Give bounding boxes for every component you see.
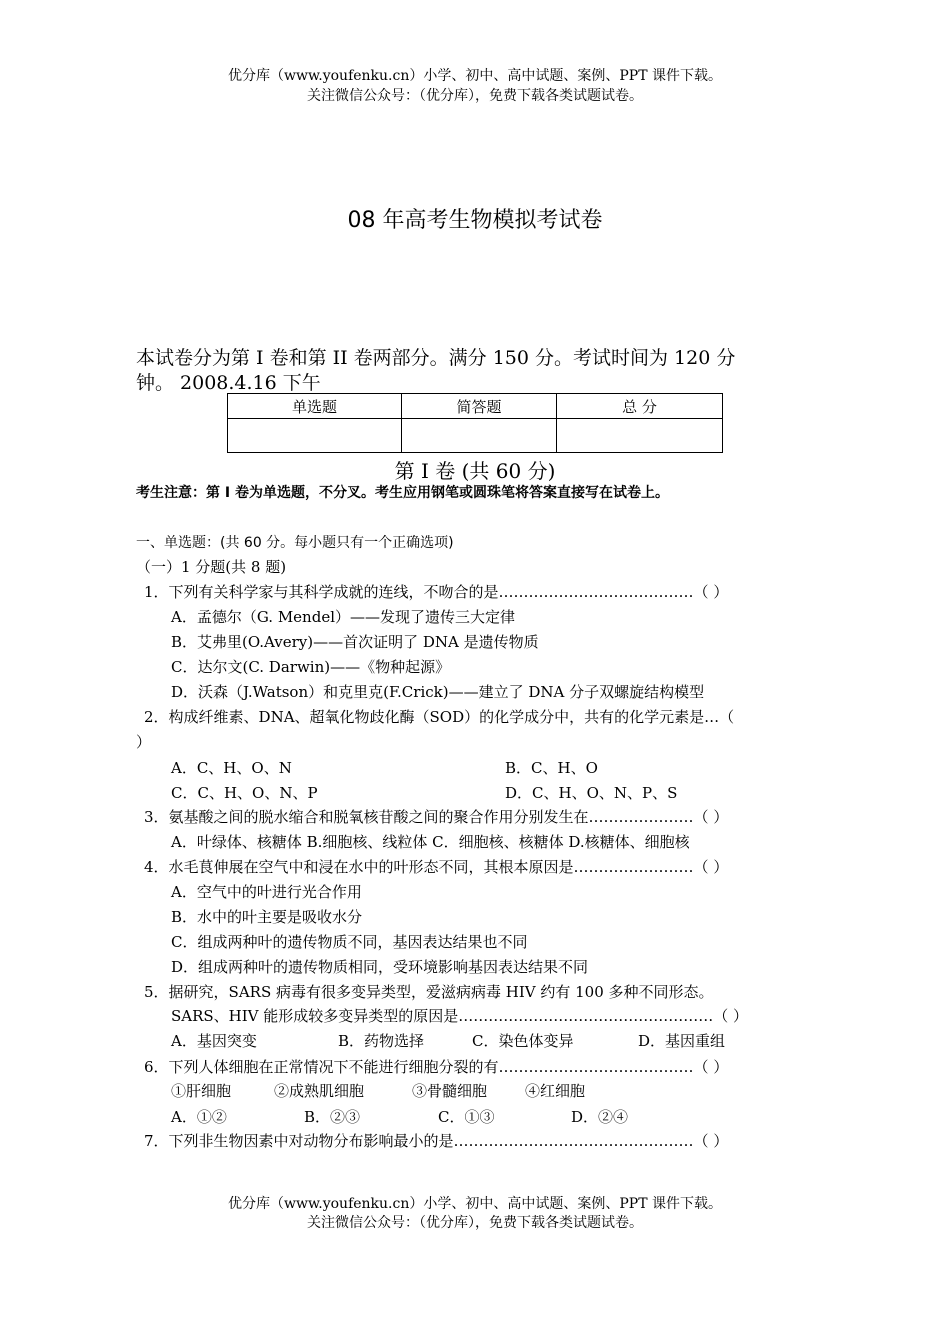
q5-option-b: B．药物选择: [338, 1032, 425, 1050]
q4-stem: 4．水毛茛伸展在空气中和浸在水中的叶形态不同，其根本原因是……………………（ ）: [144, 858, 729, 876]
score-cell-short-answer[interactable]: [402, 419, 557, 453]
q2-stem: 2．构成纤维素、DNA、超氧化物歧化酶（SOD）的化学成分中，共有的化学元素是…（: [144, 708, 735, 726]
q5-stem: 5．据研究，SARS 病毒有很多变异类型，爱滋病病毒 HIV 约有 100 多种不同形态。: [144, 983, 714, 1001]
q3-stem: 3．氨基酸之间的脱水缩合和脱氧核苷酸之间的聚合作用分别发生在…………………（ ）: [144, 808, 729, 826]
score-header-short-answer: 简答题: [402, 394, 557, 419]
q1-option-b: B．艾弗里(O.Avery)——首次证明了 DNA 是遗传物质: [171, 633, 539, 651]
q6-stem: 6．下列人体细胞在正常情况下不能进行细胞分裂的有…………………………………（ ）: [144, 1058, 729, 1076]
q4-option-c: C．组成两种叶的遗传物质不同，基因表达结果也不同: [171, 933, 528, 951]
part1-title: 第 I 卷 (共 60 分): [394, 459, 556, 483]
q2-option-b: B．C、H、O: [505, 759, 598, 777]
q6-option-d: D．②④: [571, 1108, 629, 1126]
q1-stem: 1．下列有关科学家与其科学成就的连线，不吻合的是…………………………………（ ）: [144, 583, 729, 601]
q6-item-1: ①肝细胞: [171, 1082, 232, 1100]
subsection1-title: （一）1 分题(共 8 题): [136, 558, 287, 576]
q6-option-b: B．②③: [304, 1108, 361, 1126]
q1-option-d: D．沃森（J.Watson）和克里克(F.Crick)——建立了 DNA 分子双螺旋结构模型: [171, 683, 705, 701]
site-footer-line1: 优分库（www.youfenku.cn）小学、初中、高中试题、案例、PPT 课件下载。: [227, 1196, 722, 1212]
q4-option-a: A．空气中的叶进行光合作用: [171, 883, 362, 901]
q1-option-c: C．达尔文(C. Darwin)——《物种起源》: [171, 658, 451, 676]
section1-title: 一、单选题：(共 60 分。每小题只有一个正确选项): [136, 535, 454, 551]
intro-line2: 钟。 2008.4.16 下午: [136, 372, 321, 394]
intro-line1: 本试卷分为第 I 卷和第 II 卷两部分。满分 150 分。考试时间为 120 分: [136, 347, 736, 369]
score-cell-single-choice[interactable]: [228, 419, 402, 453]
q7-stem: 7．下列非生物因素中对动物分布影响最小的是…………………………………………（ ）: [144, 1132, 729, 1150]
q2-option-d: D．C、H、O、N、P、S: [505, 784, 678, 802]
page-title: 08 年高考生物模拟考试卷: [347, 208, 603, 233]
q5-option-d: D．基因重组: [638, 1032, 726, 1050]
q6-item-4: ④红细胞: [525, 1082, 586, 1100]
q3-options: A．叶绿体、核糖体 B.细胞核、线粒体 C．细胞核、核糖体 D.核糖体、细胞核: [171, 833, 690, 851]
q6-option-a: A．①②: [171, 1108, 227, 1126]
q4-option-d: D．组成两种叶的遗传物质相同，受环境影响基因表达结果不同: [171, 958, 589, 976]
exam-notice: 考生注意：第 I 卷为单选题，不分叉。考生应用钢笔或圆珠笔将答案直接写在试卷上。: [136, 485, 669, 501]
score-header-total: 总 分: [557, 394, 723, 419]
score-table: [227, 393, 723, 453]
q6-option-c: C．①③: [438, 1108, 495, 1126]
q2-stem-cont: ）: [136, 733, 152, 751]
q2-option-a: A．C、H、O、N: [171, 759, 292, 777]
q1-option-a: A．孟德尔（G. Mendel）——发现了遗传三大定律: [171, 608, 515, 626]
q6-item-3: ③骨髓细胞: [412, 1082, 488, 1100]
site-header-line1: 优分库（www.youfenku.cn）小学、初中、高中试题、案例、PPT 课件下载。: [227, 68, 722, 84]
score-header-single-choice: 单选题: [228, 394, 402, 419]
q5-option-c: C．染色体变异: [472, 1032, 574, 1050]
q4-option-b: B．水中的叶主要是吸收水分: [171, 908, 363, 926]
q2-option-c: C．C、H、O、N、P: [171, 784, 318, 802]
q5-option-a: A．基因突变: [171, 1032, 257, 1050]
q5-stem-line2: SARS、HIV 能形成较多变异类型的原因是……………………………………………（ ）: [171, 1007, 749, 1025]
score-cell-total[interactable]: [557, 419, 723, 453]
site-footer-line2: 关注微信公众号：（优分库），免费下载各类试题试卷。: [307, 1215, 643, 1231]
q6-item-2: ②成熟肌细胞: [274, 1082, 365, 1100]
site-header-line2: 关注微信公众号：（优分库），免费下载各类试题试卷。: [307, 88, 643, 104]
